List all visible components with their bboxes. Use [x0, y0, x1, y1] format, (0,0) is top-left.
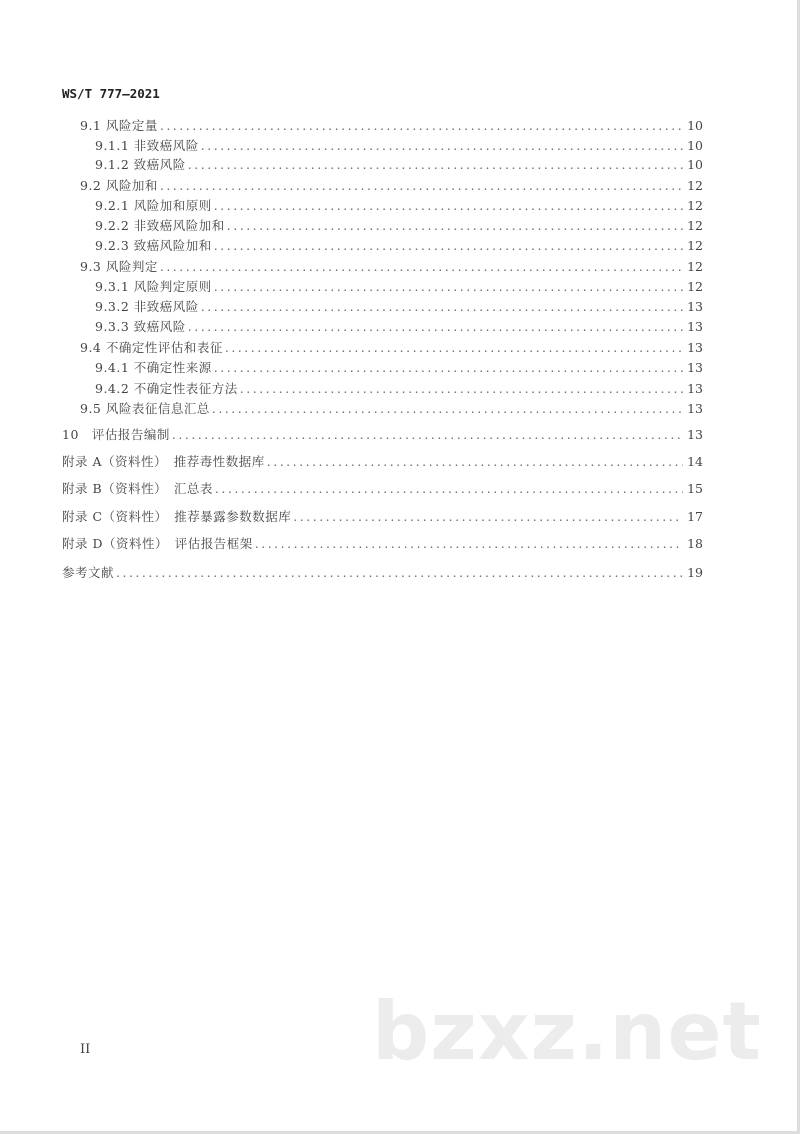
toc-entry-page: 15 — [687, 480, 703, 496]
toc-entry-title: 9.2.3 致癌风险加和 — [95, 238, 212, 253]
toc-entry[interactable] — [0, 338, 703, 356]
dot-leader — [215, 481, 683, 496]
toc-entry[interactable] — [0, 196, 703, 214]
toc-entry-title: 9.1.2 致癌风险 — [95, 157, 186, 172]
toc-entry[interactable] — [0, 297, 703, 315]
dot-leader — [201, 299, 683, 314]
toc-entry[interactable] — [0, 136, 703, 154]
toc-entry-page: 10 — [687, 156, 703, 172]
watermark: bzxz.net — [372, 985, 762, 1078]
toc-entry-page: 13 — [687, 339, 703, 355]
toc-entry-page: 13 — [687, 380, 703, 396]
toc-entry[interactable] — [0, 277, 703, 295]
dot-leader — [214, 279, 683, 294]
toc-entry[interactable] — [0, 116, 703, 134]
toc-entry-page: 12 — [687, 237, 703, 253]
toc-entry-title: 9.5 风险表征信息汇总 — [80, 401, 210, 416]
dot-leader — [116, 565, 683, 580]
toc-entry[interactable] — [0, 358, 703, 376]
toc-entry-page: 12 — [687, 278, 703, 294]
toc-entry-title: 10 评估报告编制 — [62, 427, 170, 442]
dot-leader — [212, 401, 683, 416]
toc-entry-title: 附录 C（资料性） 推荐暴露参数数据库 — [62, 509, 292, 524]
dot-leader — [240, 381, 683, 396]
toc-entry[interactable] — [0, 155, 703, 173]
dot-leader — [267, 454, 683, 469]
dot-leader — [172, 427, 683, 442]
toc-entry-title: 9.4.2 不确定性表征方法 — [95, 381, 238, 396]
toc-entry-title: 9.4.1 不确定性来源 — [95, 360, 212, 375]
toc-entry-page: 13 — [687, 400, 703, 416]
dot-leader — [255, 536, 683, 551]
dot-leader — [160, 259, 683, 274]
toc-entry[interactable] — [0, 216, 703, 234]
toc-entry[interactable] — [0, 399, 703, 417]
toc-entry-title: 附录 B（资料性） 汇总表 — [62, 481, 213, 496]
toc-entry[interactable] — [0, 452, 703, 470]
dot-leader — [214, 360, 683, 375]
dot-leader — [201, 138, 683, 153]
toc-entry-title: 参考文献 — [62, 565, 115, 580]
toc-entry-title: 9.2 风险加和 — [80, 178, 158, 193]
toc-entry-title: 附录 D（资料性） 评估报告框架 — [62, 536, 253, 551]
dot-leader — [225, 340, 683, 355]
dot-leader — [188, 319, 683, 334]
dot-leader — [188, 157, 683, 172]
dot-leader — [227, 218, 683, 233]
toc-entry[interactable] — [0, 507, 703, 525]
toc-entry-title: 9.4 不确定性评估和表征 — [80, 340, 223, 355]
toc-entry-page: 13 — [687, 318, 703, 334]
toc-entry-page: 17 — [687, 508, 703, 524]
toc-entry-page: 10 — [687, 137, 703, 153]
toc-entry-page: 14 — [687, 453, 703, 469]
toc-entry[interactable] — [0, 379, 703, 397]
toc-entry-page: 12 — [687, 258, 703, 274]
toc-entry[interactable] — [0, 176, 703, 194]
toc-entry-title: 9.3.1 风险判定原则 — [95, 279, 212, 294]
toc-entry[interactable] — [0, 317, 703, 335]
toc-entry-page: 12 — [687, 177, 703, 193]
toc-entry-page: 13 — [687, 298, 703, 314]
toc-entry-page: 10 — [687, 117, 703, 133]
toc-entry-page: 12 — [687, 217, 703, 233]
toc-entry-title: 9.3.2 非致癌风险 — [95, 299, 199, 314]
toc-entry-page: 13 — [687, 359, 703, 375]
toc-entry[interactable] — [0, 257, 703, 275]
page-number: II — [80, 1042, 91, 1057]
dot-leader — [214, 238, 683, 253]
toc-entry-title: 9.3.3 致癌风险 — [95, 319, 186, 334]
toc-entry-page: 18 — [687, 535, 703, 551]
dot-leader — [293, 509, 683, 524]
toc-entry-page: 12 — [687, 197, 703, 213]
toc-entry-title: 9.1.1 非致癌风险 — [95, 138, 199, 153]
dot-leader — [160, 118, 683, 133]
toc-entry[interactable] — [0, 236, 703, 254]
toc-entry-title: 附录 A（资料性） 推荐毒性数据库 — [62, 454, 265, 469]
toc-entry[interactable] — [0, 534, 703, 552]
toc-entry-title: 9.3 风险判定 — [80, 259, 158, 274]
dot-leader — [214, 198, 683, 213]
toc-entry-title: 9.2.1 风险加和原则 — [95, 198, 212, 213]
dot-leader — [160, 178, 683, 193]
toc-entry[interactable] — [0, 563, 703, 581]
toc-entry-page: 13 — [687, 426, 703, 442]
toc-entry-title: 9.2.2 非致癌风险加和 — [95, 218, 225, 233]
document-header: WS/T 777—2021 — [62, 86, 160, 101]
toc-entry-page: 19 — [687, 564, 703, 580]
toc-entry[interactable] — [0, 425, 703, 443]
toc-entry-title: 9.1 风险定量 — [80, 118, 158, 133]
toc-entry[interactable] — [0, 479, 703, 497]
